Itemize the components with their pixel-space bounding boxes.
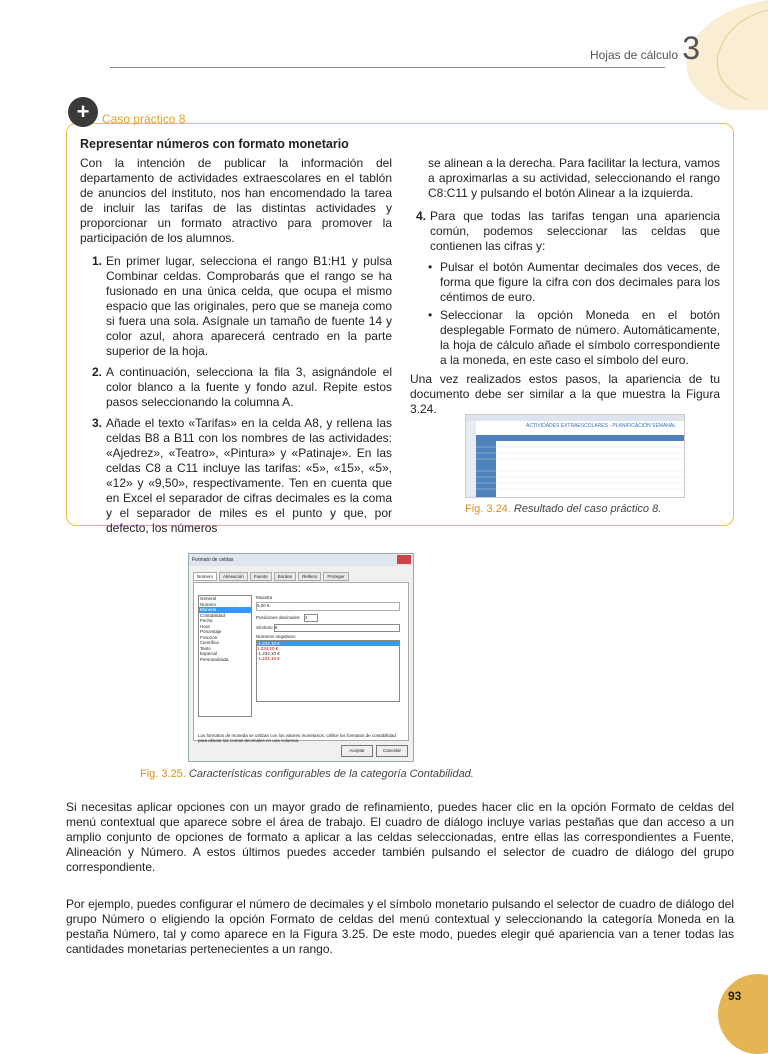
list-item: Moneda [199,607,251,613]
step3-continued: se alinean a la derecha. Para facilitar la lectura, vamos a aproximarlas a su actividad, seleccionando el rango C8:C11 y pulsando el botón Alinear a la izquierda. [428,156,720,200]
header-rule [110,67,665,68]
list-item: Porcentaje [200,629,222,634]
figure-3-25-caption: Fig. 3.25. Características configurables de la categoría Contabilidad. [140,768,474,780]
figure-3-24-caption: Fig. 3.24. Resultado del caso práctico 8. [465,503,662,515]
bullet-item: • Seleccionar la opción Moneda en el botón desplegable Formato de número. Automáticamente, la hoja de cálculo añade el símbolo correspondiente a la moneda, en este caso el símbolo del euro. [428,308,720,367]
tab-relleno[interactable]: Relleno [298,572,321,581]
tab-numero[interactable]: Número [193,572,217,581]
tab-fuente[interactable]: Fuente [250,572,272,581]
list-item: Hora [200,623,210,629]
list-item: Texto [200,645,211,651]
tab-alineacion[interactable]: Alineación [219,572,248,581]
list-item: 1. En primer lugar, selecciona el rango B1:H1 y pulsa Combinar celdas. Comprobarás que el rango se ha fusionado en una única celda, que ocupa el mismo espacio que las originales, pero que se maneja como si fuera una sola. Asígnale un tamaño de fuente 14 y color azul, ahora aparecerá centrado en la parte superior de la hoja. [91,254,392,358]
list-item: -1.234,10 € [257,656,280,661]
case-left-column [80,156,392,542]
sample-label: Muestra [256,595,273,600]
symbol-select[interactable]: € [274,624,400,632]
list-item: General [200,596,217,601]
format-cells-dialog [188,553,414,762]
case-right-column [410,156,720,425]
plus-icon: + [68,97,98,127]
corner-decoration [718,974,768,1054]
dialog-description: Los formatos de moneda se utilizan con los valores monetarios. Utilice los formatos de contabilidad para alinear las comas decimales en una columna. [198,733,396,743]
page-number: 93 [728,989,742,1003]
body-paragraph: Si necesitas aplicar opciones con un mayor grado de refinamiento, puedes hacer clic en la opción Formato de celdas del menú contextual que aparece sobre el área de trabajo. El cuadro de diálogo incluye varias pestañas que dan acceso a un amplio conjunto de opciones de formato a aplicar a las celdas seleccionadas, entre ellas las correspondientes a Fuente, Alineación y Número. A estos últimos puedes acceder también pulsando el selector de cuadro de diálogo del grupo correspondiente. [66,800,734,874]
case-title: Representar números con formato monetario [80,137,349,151]
sheet-title: ACTIVIDADES EXTRAESCOLARES - PLANIFICACIÓN SEMANAL [526,423,677,429]
running-header: Hojas de cálculo [589,48,678,62]
chapter-number: 3 [682,30,700,66]
case-label: Caso práctico 8 [102,112,186,126]
negatives-label: Números negativos: [256,634,297,639]
list-item: Fecha [200,618,213,623]
list-item: Fracción [200,634,218,640]
sample-value: 5,00 € [256,602,400,611]
list-item: -1.234,10 € [257,641,399,646]
close-icon[interactable] [397,555,411,564]
symbol-label: Símbolo: [256,625,274,630]
case-intro: Con la intención de publicar la información del departamento de actividades extraescolares en el tablón de anuncios del instituto, nos han encomendado la tarea de incluir las tarifas de las distintas actividades y proporcionar un formato atractivo para promover la participación de los alumnos. [80,156,392,245]
list-item: Contabilidad [200,612,226,618]
negatives-list[interactable] [256,640,400,702]
dialog-title: Formato de celdas [189,554,413,566]
list-item: Científica [200,640,219,645]
decimals-label: Posiciones decimales: [256,615,301,620]
list-item: 1.234,10 € [257,646,279,651]
dialog-panel [193,582,409,741]
list-item: Especial [200,651,218,656]
list-item: Personalizada [200,656,229,662]
case-closing: Una vez realizados estos pasos, la apariencia de tu documento debe ser similar a la que muestra la Figura 3.24. [410,372,720,416]
bullet-item: • Pulsar el botón Aumentar decimales dos veces, de forma que figure la cifra con dos decimales para los céntimos de euro. [428,260,720,304]
ok-button[interactable]: Aceptar [341,745,373,757]
cancel-button[interactable]: Cancelar [376,745,408,757]
decimals-input[interactable]: 2 [304,614,318,622]
list-item: 4. Para que todas las tarifas tengan una apariencia común, podemos seleccionar las celdas que contienen las cifras y: [415,209,720,253]
list-item: Número [200,601,217,607]
list-item: 3. Añade el texto «Tarifas» en la celda A8, y rellena las celdas B8 a B11 con los nombres de las actividades: «Ajedrez», «Teatro», «Pintura» y «Patinaje». En las celdas C8 a C11 incluye las tarifas: «5», «15», «5», «12» y «9,50», respectivamente. Ten en cuenta que en Excel el separador de cifras decimales es la coma y el separador de miles es el punto y que, por defecto, los números [91,416,392,535]
tab-bordes[interactable]: Bordes [274,572,296,581]
list-item: 2. A continuación, selecciona la fila 3, asignándole el color blanco a la fuente y fondo azul. Repite estos pasos seleccionando la columna A. [91,365,392,409]
tab-proteger[interactable]: Proteger [323,572,348,581]
list-item: -1.234,10 € [257,651,280,656]
figure-3-24-spreadsheet [465,414,685,498]
body-paragraph: Por ejemplo, puedes configurar el número de decimales y el símbolo monetario pulsando el selector de cuadro de diálogo del grupo Número o eligiendo la opción Formato de celdas del menú contextual y seleccionando la categoría Moneda en la pestaña Número, tal y como aparece en la Figura 3.25. De este modo, puedes elegir qué apariencia van a tener todas las cantidades monetarias pertenecientes a un rango. [66,897,734,956]
category-list[interactable] [198,595,252,717]
